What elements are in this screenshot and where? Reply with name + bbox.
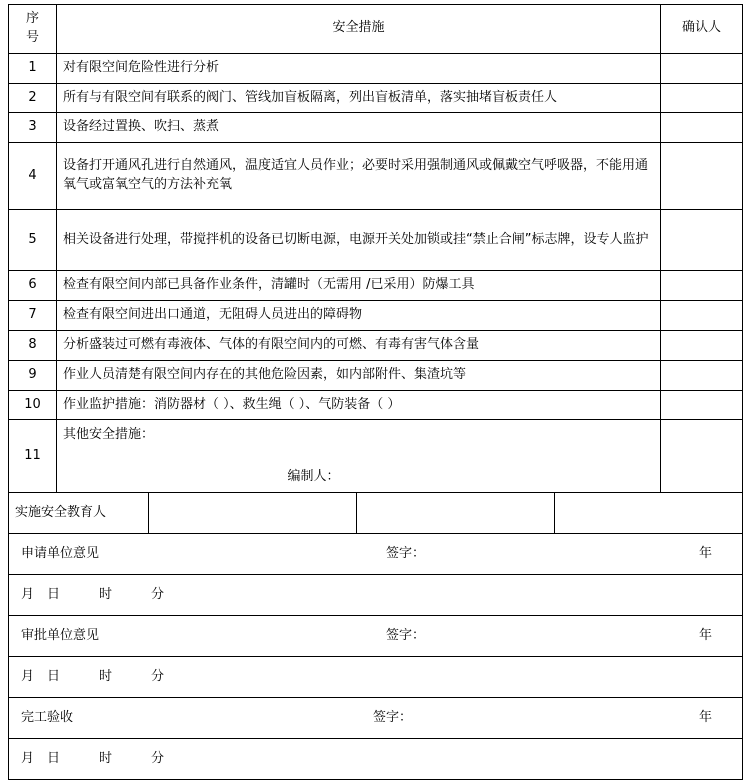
row-confirm-cell[interactable] — [661, 301, 743, 331]
applicant-month-label: 月 — [21, 587, 35, 603]
table-row — [9, 83, 743, 113]
row-number: 4 — [9, 143, 57, 210]
applicant-year-label: 年 — [698, 546, 712, 562]
education-table — [8, 492, 743, 534]
row-number: 11 — [9, 420, 57, 493]
row-confirm-cell[interactable] — [661, 420, 743, 493]
completion-minute-label: 分 — [151, 751, 165, 767]
approver-opinion-title: 审批单位意见 — [21, 628, 100, 644]
row-measure-text: 设备打开通风孔进行自然通风，温度适宜人员作业；必要时采用强制通风或佩戴空气呼吸器，不能用通氧气或富氧空气的方法补充氧 — [57, 143, 661, 210]
applicant-minute-label: 分 — [151, 587, 165, 603]
approver-opinion-cell[interactable] — [9, 616, 743, 657]
table-row — [9, 143, 743, 210]
approver-hour-label: 时 — [99, 669, 113, 685]
education-label: 实施安全教育人 — [9, 493, 149, 534]
applicant-sign-label: 签字： — [386, 546, 426, 562]
header-cell-measure: 安全措施 — [57, 5, 661, 54]
header-cell-confirm: 确认人 — [661, 5, 743, 54]
completion-hour-label: 时 — [99, 751, 113, 767]
row-number: 7 — [9, 301, 57, 331]
applicant-opinion-row — [9, 534, 743, 575]
row-confirm-cell[interactable] — [661, 210, 743, 271]
row-number: 9 — [9, 360, 57, 390]
row-confirm-cell[interactable] — [661, 330, 743, 360]
applicant-day-label: 日 — [47, 587, 61, 603]
row-measure-text: 所有与有限空间有联系的阀门、管线加盲板隔离，列出盲板清单，落实抽堵盲板责任人 — [57, 83, 661, 113]
row-confirm-cell[interactable] — [661, 360, 743, 390]
row-measure-text: 设备经过置换、吹扫、蒸煮 — [57, 113, 661, 143]
table-row — [9, 301, 743, 331]
completion-acceptance-row — [9, 698, 743, 739]
completion-year-label: 年 — [698, 710, 712, 726]
row-number: 1 — [9, 53, 57, 83]
row-measure-text: 作业人员清楚有限空间内存在的其他危险因素，如内部附件、集渣坑等 — [57, 360, 661, 390]
completion-date-cell[interactable] — [9, 739, 743, 780]
applicant-hour-label: 时 — [99, 587, 113, 603]
applicant-opinion-cell[interactable] — [9, 534, 743, 575]
table-row — [9, 330, 743, 360]
row-confirm-cell[interactable] — [661, 53, 743, 83]
other-measures-label: 其他安全措施： — [63, 426, 155, 442]
approver-month-label: 月 — [21, 669, 35, 685]
row-confirm-cell[interactable] — [661, 271, 743, 301]
row-measure-text: 检查有限空间进出口通道，无阻碍人员进出的障碍物 — [57, 301, 661, 331]
row-measure-other — [57, 420, 661, 493]
row-measure-text: 相关设备进行处理，带搅拌机的设备已切断电源，电源开关处加锁或挂“禁止合闸”标志牌，设专人监护 — [57, 210, 661, 271]
row-number: 5 — [9, 210, 57, 271]
table-header-row — [9, 5, 743, 54]
completion-date-row — [9, 739, 743, 780]
safety-measures-form — [0, 4, 754, 767]
row-confirm-cell[interactable] — [661, 143, 743, 210]
applicant-opinion-title: 申请单位意见 — [21, 546, 100, 562]
approver-opinion-row — [9, 616, 743, 657]
table-row-other-measures — [9, 420, 743, 493]
education-field-2[interactable] — [357, 493, 555, 534]
row-number: 2 — [9, 83, 57, 113]
approver-date-row — [9, 657, 743, 698]
approver-date-cell[interactable] — [9, 657, 743, 698]
row-number: 3 — [9, 113, 57, 143]
education-row — [9, 493, 743, 534]
row-confirm-cell[interactable] — [661, 83, 743, 113]
row-measure-text: 检查有限空间内部已具备作业条件，清罐时（无需用 /已采用）防爆工具 — [57, 271, 661, 301]
table-row — [9, 271, 743, 301]
row-measure-text: 分析盛装过可燃有毒液体、气体的有限空间内的可燃、有毒有害气体含量 — [57, 330, 661, 360]
row-number: 10 — [9, 390, 57, 420]
completion-title: 完工验收 — [21, 710, 74, 726]
compiler-label: 编制人： — [287, 469, 340, 485]
applicant-date-row — [9, 575, 743, 616]
opinions-table — [8, 533, 743, 780]
completion-sign-label: 签字： — [373, 710, 413, 726]
table-row — [9, 390, 743, 420]
row-confirm-cell[interactable] — [661, 390, 743, 420]
header-no-line2: 号 — [25, 29, 39, 45]
table-row — [9, 53, 743, 83]
table-row — [9, 210, 743, 271]
row-number: 8 — [9, 330, 57, 360]
row-measure-text: 作业监护措施：消防器材（ ）、救生绳（ ）、气防装备（ ） — [57, 390, 661, 420]
completion-acceptance-cell[interactable] — [9, 698, 743, 739]
table-row — [9, 360, 743, 390]
approver-minute-label: 分 — [151, 669, 165, 685]
approver-sign-label: 签字： — [386, 628, 426, 644]
row-measure-text: 对有限空间危险性进行分析 — [57, 53, 661, 83]
completion-day-label: 日 — [47, 751, 61, 767]
education-field-3[interactable] — [555, 493, 743, 534]
table-row — [9, 113, 743, 143]
completion-month-label: 月 — [21, 751, 35, 767]
education-field-1[interactable] — [149, 493, 357, 534]
row-number: 6 — [9, 271, 57, 301]
row-confirm-cell[interactable] — [661, 113, 743, 143]
approver-year-label: 年 — [698, 628, 712, 644]
header-cell-no — [9, 5, 57, 54]
header-no-line1: 序 — [25, 11, 39, 26]
safety-measures-table — [8, 4, 743, 493]
applicant-date-cell[interactable] — [9, 575, 743, 616]
approver-day-label: 日 — [47, 669, 61, 685]
